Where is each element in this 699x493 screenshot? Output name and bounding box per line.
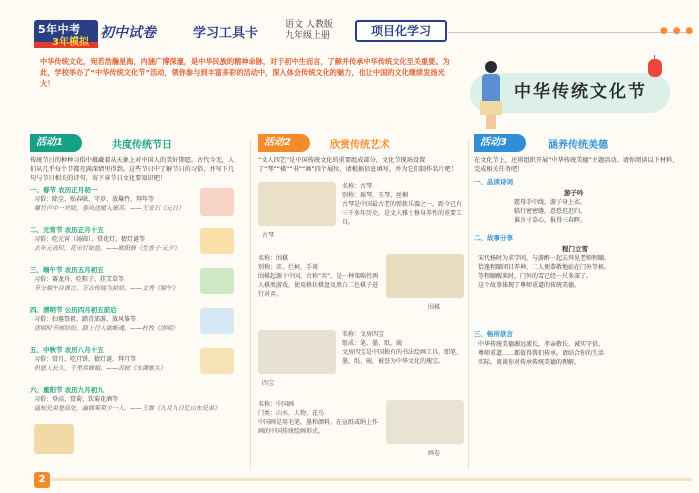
column-divider [468,140,469,470]
festival-poem: 爆竹声中一岁除，春风送暖入屠苏。——王安石《元日》 [34,205,185,212]
poem-line: 谁言寸草心，报得三春晖。 [514,217,587,224]
festival-poem: 遥知兄弟登高处，遍插茱萸少一人。——王维《九月九日忆山东兄弟》 [34,405,221,412]
item-label: 名称：中国画 [258,401,295,408]
activity-3-column [474,134,689,470]
festival-custom: 习俗：扫墓祭祖、踏青郊游、放风筝等 [34,316,137,323]
poem-title: 游子吟 [564,189,584,197]
item-label: 名称：文房四宝 [342,331,385,338]
poem-line: 临行密密缝，意恐迟迟归。 [514,208,587,215]
tool-title: 学习工具卡 [193,26,259,41]
dots-decoration-icon: ● ● ● [660,26,695,36]
item-label: 别称：瑶琴、玉琴、丝桐 [342,192,409,199]
edition-info [285,20,333,42]
activity-2-intro: “文人四艺”是中国传统文化的重要组成部分，文化节现场设置了“琴”“棋”“书”“画”四个展位，请根据信息填写，并为它们制作名片吧！ [258,157,457,173]
item-label: 别称：弈、烂柯、手谈 [258,264,319,271]
festival-heading: 四、清明节 公历四月初五前后 [30,306,117,314]
item-label: 名称：古琴 [342,183,373,190]
activity-1-title: 共度传统节日 [112,140,172,151]
activity-1-intro: 传统节日的种种习俗中蕴藏着从天象上对中国人的美好期愿。古代今无，人们从几乎每个节都充满深情里得到。这些节日中了解节日的习俗，并写下几句与节日相关的诗句，寄下章节日文化要知识吧！ [30,157,235,182]
edition-line-1: 语文 人教版 [285,20,333,30]
firecracker-icon [200,188,234,216]
item-info [342,330,464,366]
festival-heading: 一、春节 农历正月初一 [30,186,98,194]
festival-poem: 去年元夜时，花市灯如昼。——欧阳修《生查子·元夕》 [34,245,180,252]
festival-poem: 节分端午自谁言，万古传闻为屈原。——文秀《端午》 [34,285,179,292]
item-name: 画卷 [428,450,441,457]
badge-top-text: 5年中考 [38,23,81,36]
festival-heading: 二、元宵节 农历正月十五 [30,226,104,234]
mooncake-icon [200,348,234,374]
festival-custom: 习俗：除尘、贴春联、守岁、放爆竹、拜年等 [34,196,155,203]
item-name: 古琴 [262,232,275,239]
festival-poem: 但愿人长久，千里共婵娟。——苏轼《水调歌头》 [34,365,167,372]
item-label: 门类：山水、人物、花鸟 [258,410,325,417]
festival-banner [462,55,677,133]
banner-title: 中华传统文化节 [514,82,647,102]
item-info [342,182,464,227]
festival-custom: 习俗：登高、赏菊、饮菊花酒等 [34,396,119,403]
item-note: 文房四宝是中国独有的书法绘画工具，即笔、墨、纸、砚，被誉为中华文化的瑰宝。 [342,349,463,365]
item-name: 围棋 [428,304,441,311]
activity-2-column [258,134,468,470]
series-title: 初中试卷 [100,25,156,41]
festival-custom: 习俗：赏月、吃月饼、猜灯谜、拜月等 [34,356,137,363]
column-divider [250,140,251,470]
item-label: 名称：围棋 [258,255,289,262]
activity-1-tag: 活动1 [30,134,82,152]
story-line: 恰逢程颐闭目养神，二人便恭敬地站在门外等候。 [478,264,611,271]
lantern-icon [648,59,662,77]
kite-icon [200,308,234,334]
activity-3-intro: 在文化节上，还将组织开展“中华传统美德”主题活动。请你阅读以下材料，完成相关任务吧！ [474,157,679,173]
zongzi-icon [200,268,234,294]
girl-figure-icon [480,61,502,131]
intro-paragraph: 中华传统文化，宛若浩瀚星海，内涵广博深邃，是中华民族的精神命脉，对于初中生而言，了解并传承中华传统文化至关重要。为此，学校举办了“中华传统文化节”活动，领你参与到丰富多彩的活动中，深入体会传统文化的魅力，也让中国的文化继续发扬光大！ [40,57,450,88]
header-divider [448,32,693,33]
item-note: 中国画是用毛笔、墨和颜料，在宣纸或绢上作画的中国传统绘画形式。 [258,419,379,435]
lantern-icon [200,228,234,254]
story-line: 这个故事体现了尊师重道的传统美德。 [478,282,581,289]
poem-line: 慈母手中线，游子身上衣。 [514,199,587,206]
festival-heading: 六、重阳节 农历九月初九 [30,386,104,394]
item-info [258,254,380,299]
footer-bar [52,478,692,481]
festival-heading: 三、端午节 农历五月初五 [30,266,104,274]
talk-line: 尊师重道……都值得我们传承。请结合你的生活 [478,350,605,357]
story-line: 宋代杨时为求学问，与游酢一起去拜见老师程颐。 [478,255,611,262]
page-number: 2 [34,472,50,488]
brush-ink-icon [258,330,336,374]
activity-3-tag: 活动3 [474,134,526,152]
festival-custom: 习俗：赛龙舟、吃粽子、挂艾草等 [34,276,125,283]
scroll-painting-icon [386,400,464,444]
go-board-icon [386,254,464,298]
story-title: 程门立雪 [562,245,588,253]
activity-2-tag: 活动2 [258,134,310,152]
festival-heading: 五、中秋节 农历八月十五 [30,346,104,354]
talk-line: 实际，谈谈你对传承传统美德的理解。 [478,359,581,366]
edition-line-2: 九年级上册 [285,31,331,41]
chrysanthemum-icon [34,424,74,454]
badge-bottom-text: 3年模拟 [52,37,89,48]
item-note: 古琴是中国最古老的弹拨乐器之一，距今已有三千多年历史，是文人雅士修身养性的重要工具。 [342,201,463,226]
story-line: 等程颐醒来时，门外的雪已经一尺多深了。 [478,273,593,280]
item-info [258,400,380,436]
item-label: 组成：笔、墨、纸、砚 [342,340,403,347]
activity-3-title: 涵养传统美德 [548,140,608,151]
guqin-image-icon [258,182,336,226]
item-name: 四宝 [262,380,275,387]
project-tag: 项目化学习 [355,20,447,42]
section-heading: 一、品读诗词 [474,178,513,186]
activity-1-column [30,134,240,470]
section-heading: 二、故事分享 [474,234,513,242]
festival-poem: 清明时节雨纷纷，路上行人欲断魂。——杜牧《清明》 [34,325,179,332]
section-heading: 三、畅所欲言 [474,330,513,338]
page-header [0,0,699,50]
item-note: 围棋起源于中国，古称“弈”，是一种策略性两人棋类游戏，使用格状棋盘及黑白二色棋子进行对弈。 [258,273,379,298]
festival-custom: 习俗：吃元宵（汤圆）、赏花灯、猜灯谜等 [34,236,146,243]
talk-line: 中华传统美德源远流长，孝亲敬长、诚实守信、 [478,341,605,348]
activity-2-title: 欣赏传统艺术 [330,140,390,151]
